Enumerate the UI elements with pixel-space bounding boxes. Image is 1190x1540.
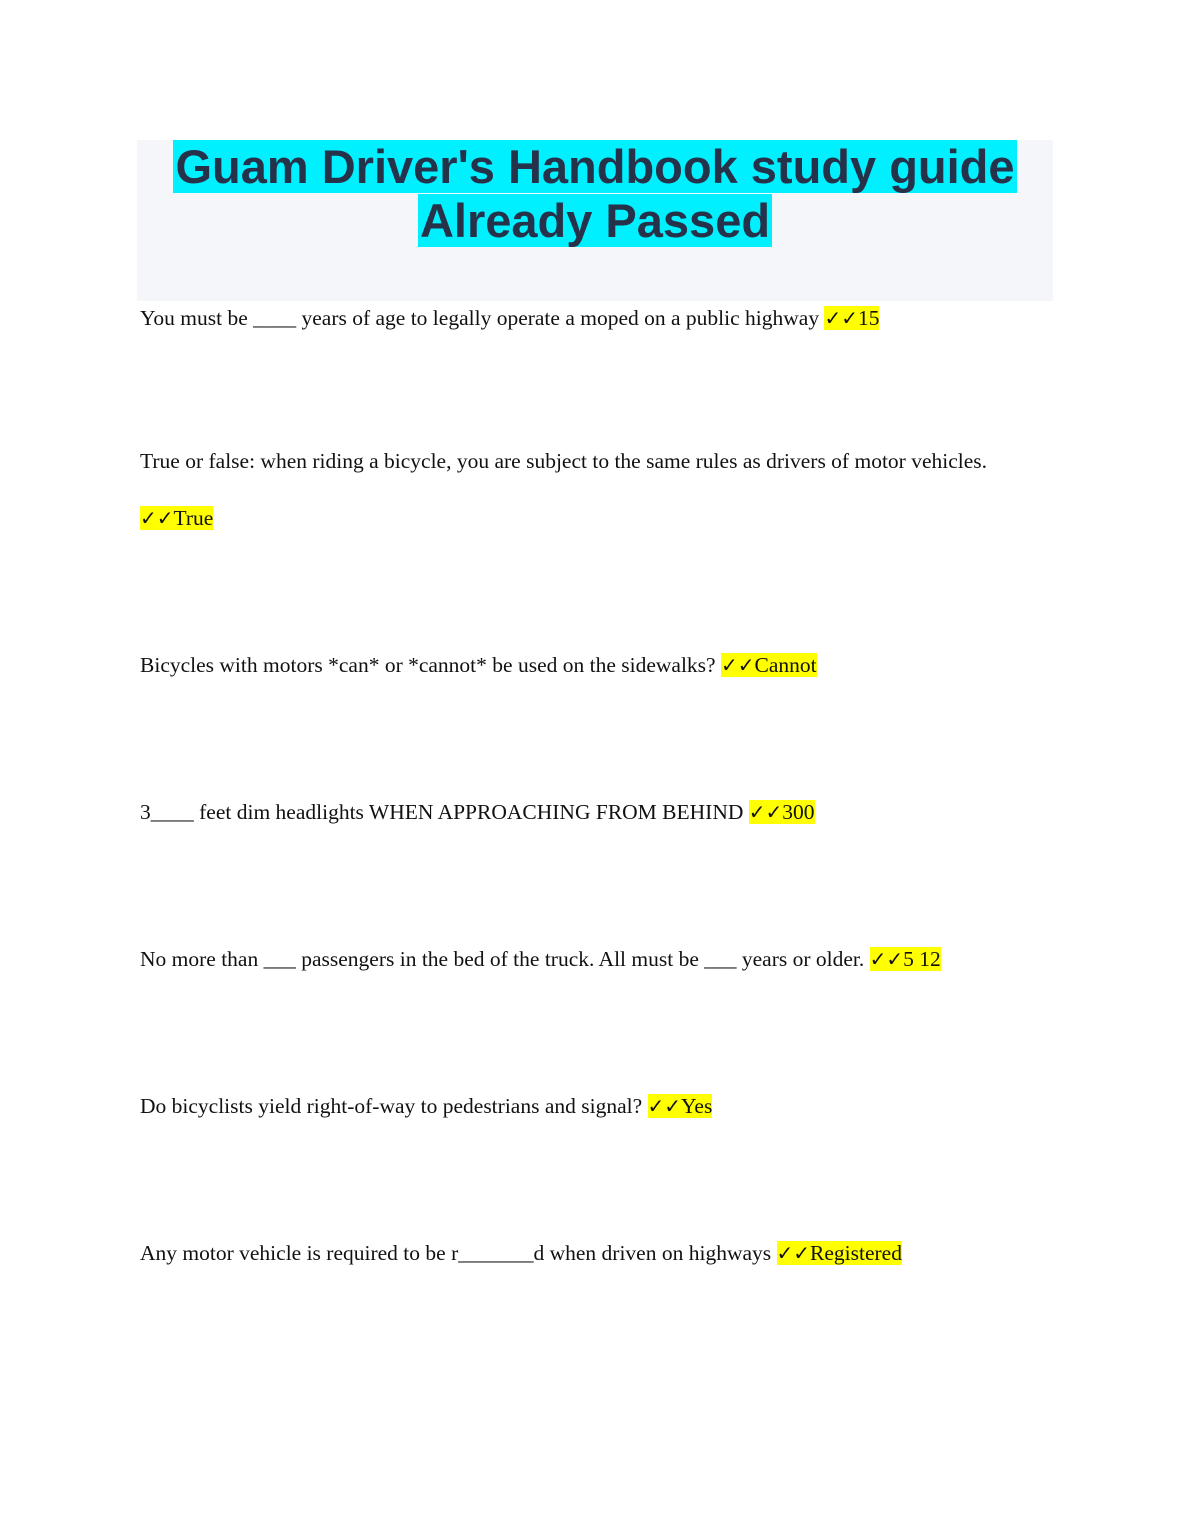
question-text: Do bicyclists yield right-of-way to pedestrians and signal? xyxy=(140,1094,643,1118)
title-banner xyxy=(137,140,1053,301)
title-line-2-text: Already Passed xyxy=(419,194,771,247)
question-text: No more than ___ passengers in the bed of the truck. All must be ___ years or older. xyxy=(140,947,865,971)
question-text: 3____ feet dim headlights WHEN APPROACHING FROM BEHIND xyxy=(140,800,744,824)
question-item xyxy=(140,637,1040,694)
question-item xyxy=(140,290,1040,347)
question-item xyxy=(140,1225,1040,1282)
check-mark-icon: ✓✓ xyxy=(720,653,755,677)
question-text: Any motor vehicle is required to be r_______d when driven on highways xyxy=(140,1241,772,1265)
answer-text: True xyxy=(173,506,214,530)
check-mark-icon: ✓✓ xyxy=(776,1241,811,1265)
answer-text: Registered xyxy=(810,1241,902,1265)
question-item xyxy=(140,433,1040,547)
check-mark-icon: ✓✓ xyxy=(824,306,858,330)
answer-text: 5 12 xyxy=(903,947,941,971)
question-text: Bicycles with motors *can* or *cannot* be used on the sidewalks? xyxy=(140,653,716,677)
answer-highlight xyxy=(749,800,815,824)
check-mark-icon: ✓✓ xyxy=(748,800,783,824)
title-line-1-text: Guam Driver's Handbook study guide xyxy=(175,140,1015,193)
answer-text: 300 xyxy=(782,800,815,824)
answer-text: 15 xyxy=(857,306,880,330)
question-item xyxy=(140,1078,1040,1135)
question-item xyxy=(140,931,1040,988)
question-item xyxy=(140,784,1040,841)
check-mark-icon: ✓✓ xyxy=(140,506,174,530)
question-text: True or false: when riding a bicycle, you are subject to the same rules as drivers of motor vehicles. xyxy=(140,449,988,473)
answer-text: Cannot xyxy=(754,653,817,677)
answer-text: Yes xyxy=(681,1094,713,1118)
title-line-2 xyxy=(137,194,1053,248)
check-mark-icon: ✓✓ xyxy=(869,947,904,971)
answer-highlight xyxy=(140,506,213,530)
answer-highlight xyxy=(824,306,879,330)
answer-highlight xyxy=(648,1094,713,1118)
check-mark-icon: ✓✓ xyxy=(647,1094,682,1118)
answer-highlight xyxy=(777,1241,902,1265)
answer-highlight xyxy=(721,653,817,677)
title-line-1 xyxy=(137,140,1053,194)
question-text: You must be ____ years of age to legally operate a moped on a public highway xyxy=(140,306,820,330)
answer-highlight xyxy=(870,947,941,971)
